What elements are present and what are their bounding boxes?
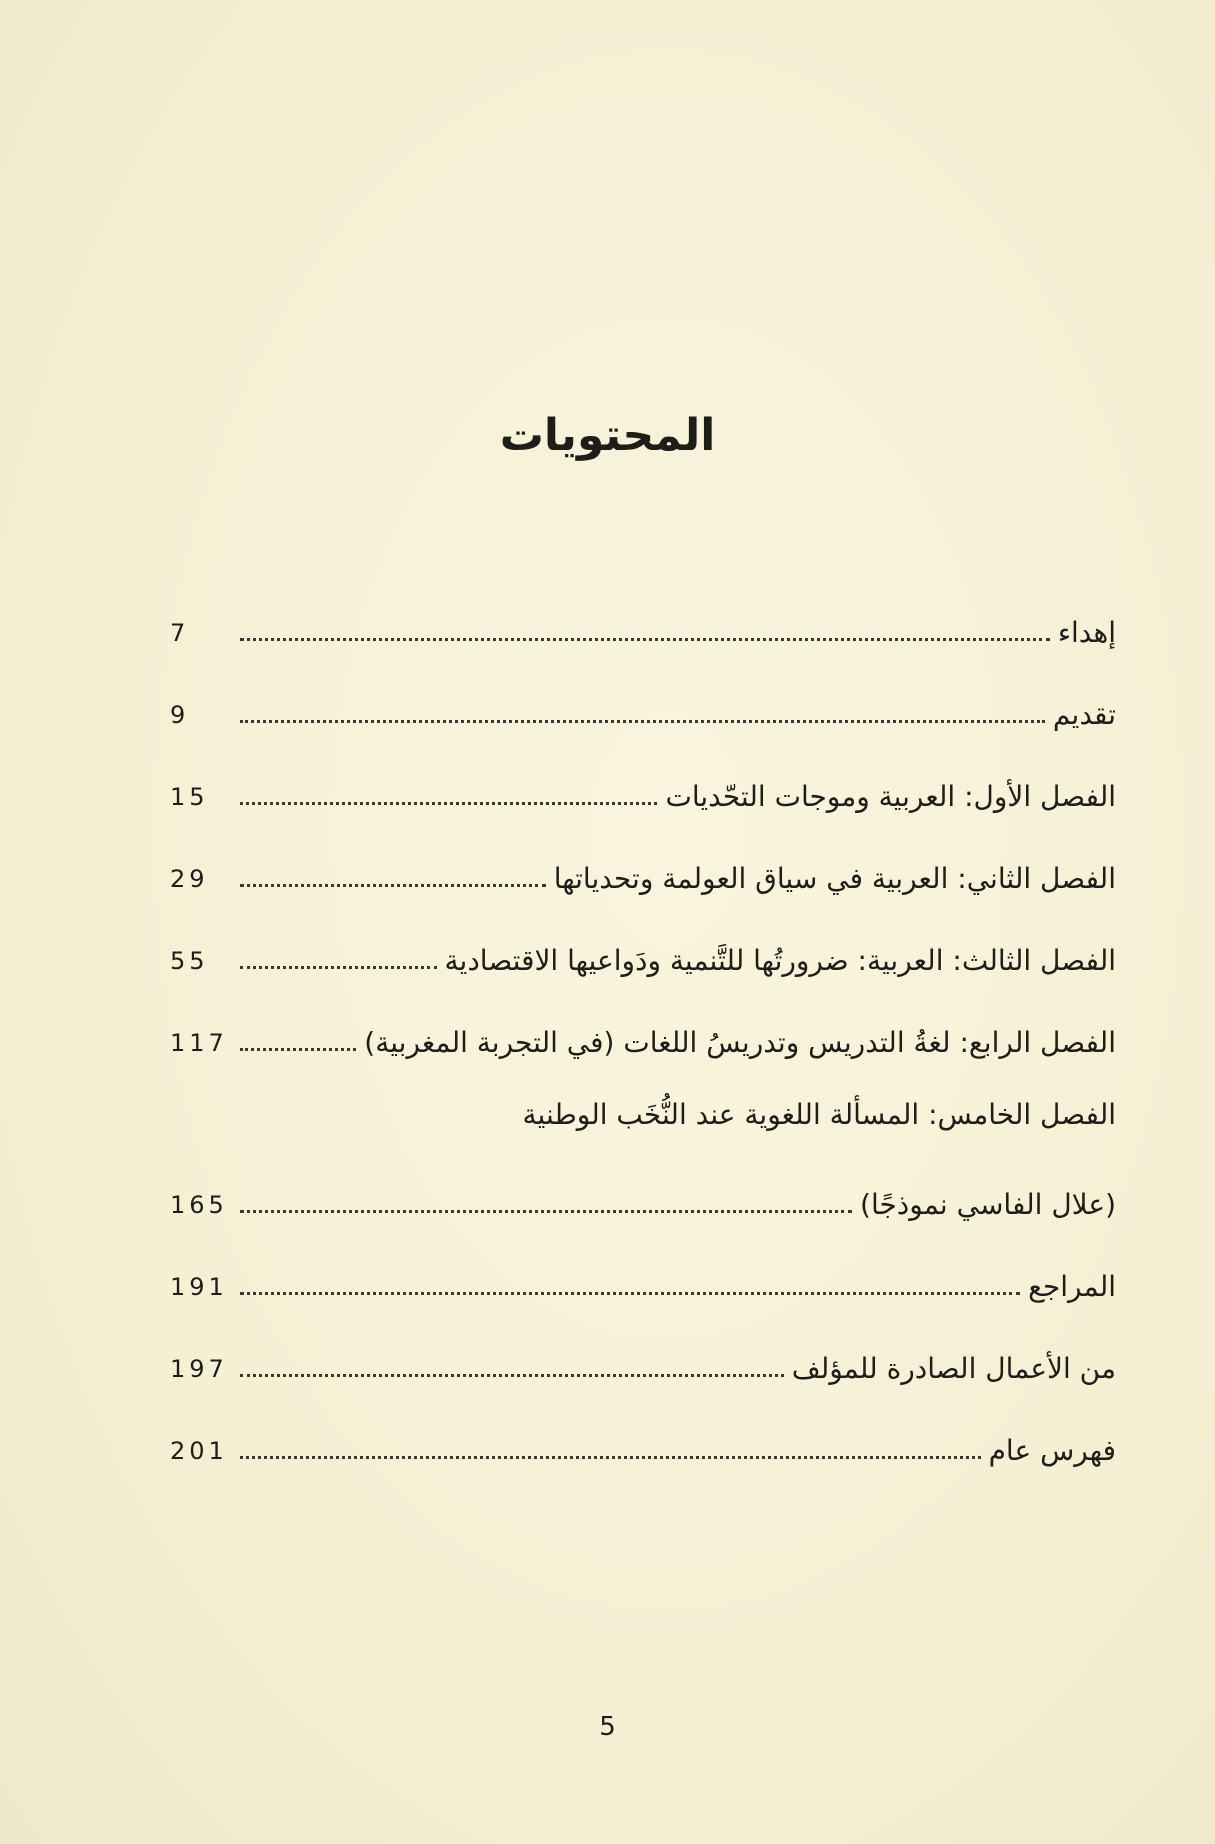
toc-leader-dots — [240, 1456, 981, 1459]
page-title: المحتويات — [499, 410, 716, 461]
toc-entry-label: الفصل الثاني: العربية في سياق العولمة وتحدياتها — [553, 862, 1116, 896]
toc-entry-chapter-5 — [170, 1162, 1116, 1222]
toc-entry-page: 55 — [170, 947, 209, 976]
toc-entry-label: فهرس عام — [988, 1434, 1116, 1468]
toc-entry-page: 9 — [170, 701, 190, 730]
toc-entry-label: (علال الفاسي نموذجًا) — [860, 1188, 1116, 1222]
toc-leader-dots — [240, 1374, 784, 1377]
toc-entry-page: 191 — [170, 1273, 228, 1302]
toc-entry-page: 165 — [170, 1191, 228, 1220]
toc-entry-references — [170, 1244, 1116, 1304]
toc-leader-dots — [240, 802, 657, 805]
toc-entry-chapter-1 — [170, 754, 1116, 814]
toc-entry-page: 7 — [170, 619, 190, 648]
toc-leader-dots — [240, 720, 1045, 723]
toc-entry-label: من الأعمال الصادرة للمؤلف — [791, 1352, 1116, 1386]
toc-entry-label: تقديم — [1052, 698, 1116, 732]
toc-leader-dots — [240, 1210, 852, 1213]
toc-entry-label: المراجع — [1028, 1270, 1116, 1304]
toc-entry-chapter-3 — [170, 918, 1116, 978]
toc-entry-label: الفصل الأول: العربية وموجات التحّديات — [665, 780, 1116, 814]
toc-entry-dedication — [170, 590, 1116, 650]
toc-entry-label: الفصل الثالث: العربية: ضرورتُها للتَّنمية ودَواعيها الاقتصادية — [444, 944, 1116, 978]
toc-entry-label: الفصل الرابع: لغةُ التدريس وتدريسُ اللغات (في التجربة المغربية) — [364, 1026, 1116, 1060]
toc-entry-chapter-4 — [170, 1000, 1116, 1060]
toc-entry-page: 15 — [170, 783, 209, 812]
page-number: 5 — [599, 1712, 616, 1742]
toc-leader-dots — [240, 1292, 1020, 1295]
toc-leader-dots — [240, 638, 1050, 641]
toc-entry-page: 201 — [170, 1437, 228, 1466]
toc-entry-author-works — [170, 1326, 1116, 1386]
toc-leader-dots — [240, 966, 437, 969]
toc-entry-label: إهداء — [1057, 616, 1116, 650]
toc-entry-page: 197 — [170, 1355, 228, 1384]
toc-entry-page: 117 — [170, 1029, 228, 1058]
toc-entry-page: 29 — [170, 865, 209, 894]
toc-entry-chapter-2 — [170, 836, 1116, 896]
toc-entry-preface — [170, 672, 1116, 732]
toc-leader-dots — [240, 884, 546, 887]
toc-leader-dots — [240, 1048, 356, 1051]
toc-entry-general-index — [170, 1408, 1116, 1468]
toc-entry-chapter-5-line-1: الفصل الخامس: المسألة اللغوية عند النُّخَب الوطنية — [522, 1098, 1116, 1131]
